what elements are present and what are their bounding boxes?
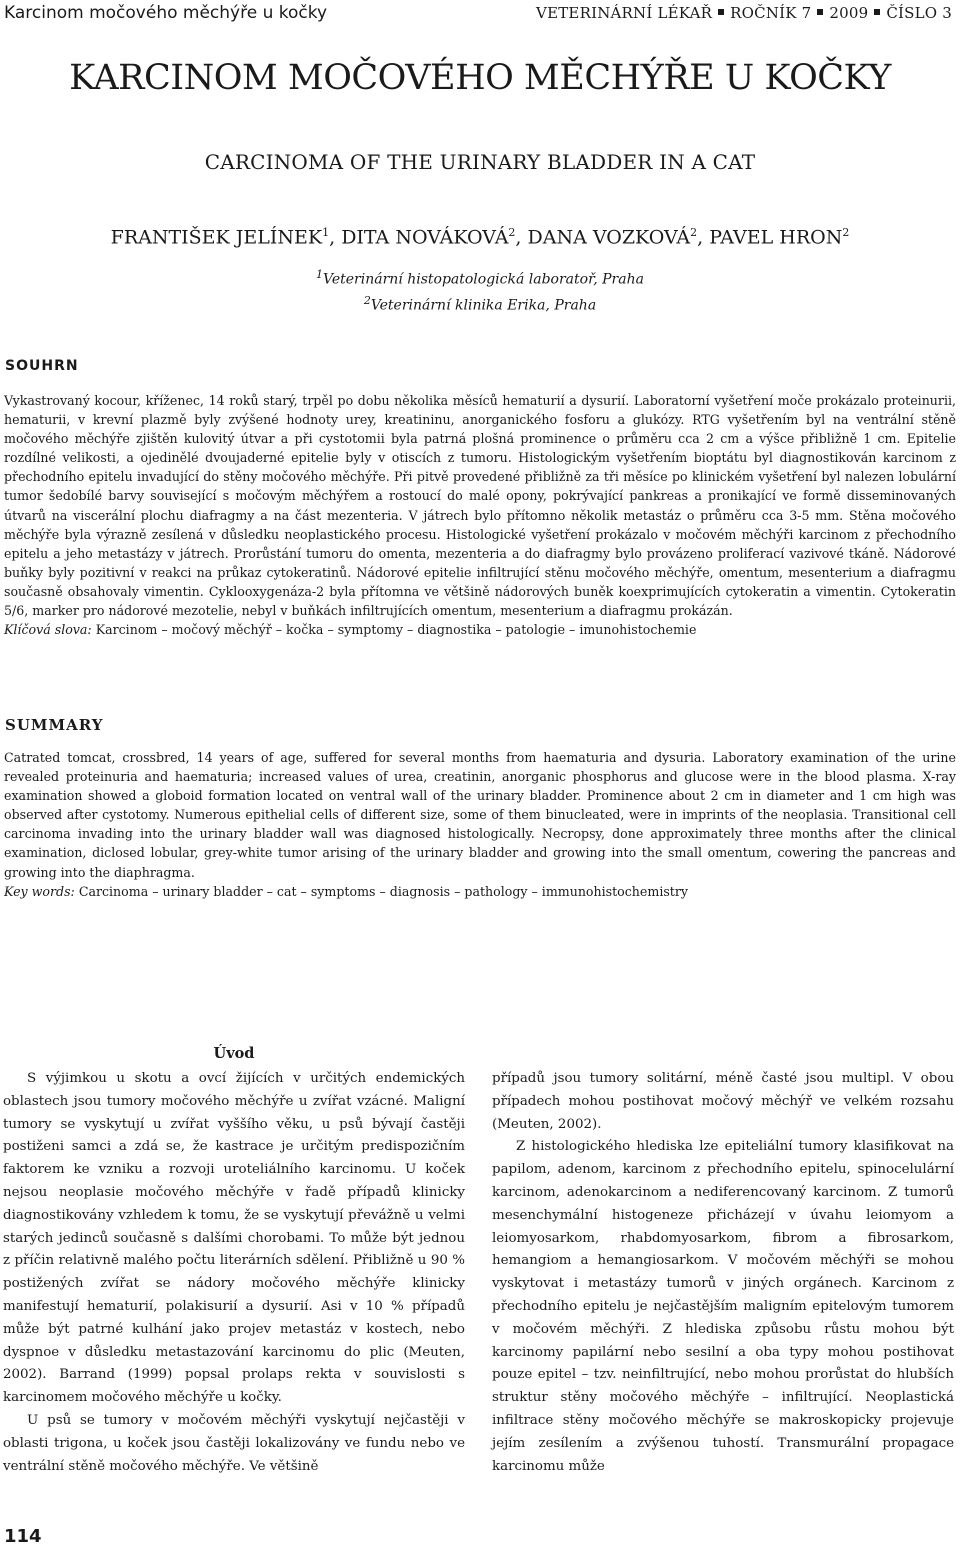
journal-year: 2009 bbox=[829, 4, 869, 22]
author-list: FRANTIŠEK JELÍNEK$^1$, DITA NOVÁKOVÁ$^2$, DANA VOZKOVÁ$^2$, PAVEL HRON$^2$ bbox=[110, 226, 850, 249]
journal-info bbox=[536, 4, 952, 22]
summary-keywords: Carcinoma – urinary bladder – cat – symptoms – diagnosis – pathology – immunohistochemistry bbox=[78, 883, 689, 899]
journal-name: VETERINÁRNÍ LÉKAŘ bbox=[536, 4, 713, 22]
author-name: DANA VOZKOVÁ bbox=[527, 226, 691, 249]
body-paragraph: Z histologického hlediska lze epiteliální tumory klasifikovat na papilom, adenom, karcinom z přechodního epitelu, spinocelulární karcinom, adenokarcinom a nediferencovaný karcinom. Z tumorů mesenchymální histogeneze přicházejí v úvahu leiomyom a leiomyosarkom, rhabdomyosarkom, fibrom a fibrosarkom, hemangiom a hemangiosarkom. V močovém měchýři se mohou vyskytovat i metastázy tumorů v jiných orgánech. Karcinom z přechodního epitelu je nejčastějším maligním epitelovým tumorem v močovém měchýři. Z hlediska způsobu růstu mohou být karcinomy papilární nebo sesilní a oba typy mohou postihovat pouze epitel – tzv. neinfiltrující, nebo mohou prorůstat do hlubších struktur stěny močového měchýře – infiltrující. Neoplastická infiltrace stěny močového měchýře se makroskopicky projevuje jejím zesílením a zvýšenou tuhostí. Transmurální propagace karcinomu může bbox=[492, 1139, 954, 1474]
body-paragraph: S výjimkou u skotu a ovcí žijících v určitých endemických oblastech jsou tumory močového měchýře u zvířat vzácné. Maligní tumory se vyskytují u zvířat vyššího věku, u psů bývají častěji postiženi samci a zdá se, že kastrace je určitým predispozičním faktorem ke vzniku a rozvoji uroteliálního karcinomu. U koček nejsou neoplasie močového měchýře v řadě případů klinicky diagnostikovány vzhledem k tomu, že se vyskytují převážně u velmi starých jedinců současně s dalšími chorobami. To může být jednou z příčin relativně malého počtu literárních sdělení. Přibližně u 90 % postižených zvířat se nádory močového měchýře klinicky manifestují hematurií, polakisurií a dysurií. Asi v 10 % případů může být patrné kulhání jako projev metastáz v kostech, nebo dyspnoe v důsledku metastazování karcinomu do plic (Meuten, 2002). Barrand (1999) popsal prolaps rekta v souvislosti s karcinomem močového měchýře u kočky. bbox=[3, 1071, 465, 1406]
body-column-left bbox=[3, 1042, 465, 1478]
section-title: Úvod bbox=[213, 1045, 255, 1062]
body-paragraph: U psů se tumory v močovém měchýři vyskytují nejčastěji v oblasti trigona, u koček jsou častěji lokalizovány ve fundu nebo ve ventrální stěně močového měchýře. Ve většině bbox=[3, 1412, 465, 1474]
souhrn-keywords-label: Klíčová slova: bbox=[4, 622, 92, 638]
author-sup: 2 bbox=[690, 226, 698, 239]
body-paragraph: případů jsou tumory solitární, méně časté jsou multipl. V obou případech mohou postihovat močový měchýř ve velkém rozsahu (Meuten, 2002). bbox=[492, 1071, 954, 1132]
author-sup: 2 bbox=[842, 226, 850, 239]
journal-issue: ČÍSLO 3 bbox=[886, 4, 952, 22]
affiliation-sup: 1 bbox=[316, 268, 324, 281]
author-name: FRANTIŠEK JELÍNEK bbox=[110, 226, 323, 249]
summary-body: Catrated tomcat, crossbred, 14 years of age, suffered for several months from haematuria and dysuria. Laboratory examination of the urine revealed proteinuria and haematuria; increased values of urea, creatinin, anorganic phosphorus and glucose were in the blood plasma. X-ray examination showed a globoid formation located on ventral wall of the urinary bladder. Prominence about 2 cm in diameter and 1 cm high was observed after cystotomy. Numerous epithelial cells of different size, some of them binucleated, were in imprints of the neoplasia. Transitional cell carcinoma invading into the urinary bladder wall was diagnosed histologically. Necropsy, done approximately three months after the clinical examination, diclosed lobular, grey-white tumor arising of the urinary bladder and growing into the small omentum, cowering the pancreas and growing into the diaphragma. bbox=[4, 750, 956, 880]
summary-heading: SUMMARY bbox=[5, 716, 104, 734]
page-number: 114 bbox=[4, 1526, 42, 1547]
author-name: DITA NOVÁKOVÁ bbox=[341, 226, 509, 249]
affiliation bbox=[0, 268, 960, 288]
affiliation-sup: 2 bbox=[363, 294, 371, 307]
author-name: PAVEL HRON bbox=[709, 226, 843, 249]
separator-square-icon bbox=[718, 9, 724, 15]
journal-volume: ROČNÍK 7 bbox=[730, 4, 812, 22]
souhrn-heading: SOUHRN bbox=[5, 358, 79, 374]
separator-square-icon bbox=[817, 9, 823, 15]
separator-square-icon bbox=[874, 9, 880, 15]
body-column-right bbox=[492, 1068, 954, 1478]
author-sup: 2 bbox=[508, 226, 516, 239]
affiliation-text: Veterinární histopatologická laboratoř, Praha bbox=[323, 271, 644, 288]
article-subtitle: CARCINOMA OF THE URINARY BLADDER IN A CAT bbox=[204, 150, 756, 174]
affiliation-text: Veterinární klinika Erika, Praha bbox=[370, 297, 597, 314]
souhrn-body: Vykastrovaný kocour, kříženec, 14 roků starý, trpěl po dobu několika měsíců hematurií a dysurií. Laboratorní vyšetření moče prokázalo proteinurii, hematurii, v krevní plazmě byly zvýšené hodnoty urey, kreatininu, anorganického fosforu a glukózy. RTG vyšetřením byl na ventrální stěně močového měchýře zjištěn kulovitý útvar a při cystotomii byla patrná plošná prominence o průměru cca 2 cm a výšce přibližně 1 cm. Epitelie rozdílné velikosti, a ojedinělé dvoujaderné epitelie byly v otiscích z tumoru. Histologickým vyšetřením bioptátu byl diagnostikován karcinom z přechodního epitelu invadující do stěny močového měchýře. Při pitvě provedené přibližně za tři měsíce po klinickém vyšetření byl nalezen lobulární tumor šedobílé barvy související s močovým měchýřem a rostoucí do malé opony, pokrývající pankreas a pronikající ve formě disseminovaných útvarů na viscerální plochu diafragmy a na část mezenteria. V játrech bylo přítomno několik metastáz o průměru cca 3-5 mm. Stěna močového měchýře byla výrazně zesílená v důsledku neoplastického procesu. Histologické vyšetření prokázalo v močovém měchýři karcinom z přechodního epitelu a jeho metastázy v játrech. Prorůstání tumoru do omenta, mezenteria a do diafragmy bylo provázeno proliferací vazivové tkáně. Nádorové buňky byly pozitivní v reakci na průkaz cytokeratinů. Nádorové epitelie infiltrující stěnu močového měchýře, omentum, mesenterium a diafragmu současně obsahovaly vimentin. Cyklooxygenáza-2 byla přítomna ve většině nádorových buněk koexprimujících cytokeratin a vimentin. Cytokeratin 5/6, marker pro nádorové mezotelie, nebyl v buňkách infiltrujících omentum, mesenterium a diafragmu prokázán. bbox=[4, 393, 956, 619]
article-title: KARCINOM MOČOVÉHO MĚCHÝŘE U KOČKY bbox=[69, 58, 891, 98]
affiliation bbox=[0, 294, 960, 314]
souhrn-text bbox=[4, 391, 956, 639]
running-title: Karcinom močového měchýře u kočky bbox=[4, 3, 328, 23]
souhrn-keywords: Karcinom – močový měchýř – kočka – symptomy – diagnostika – patologie – imunohistochemie bbox=[95, 622, 697, 638]
summary-text bbox=[4, 748, 956, 901]
author-sup: 1 bbox=[322, 226, 330, 239]
summary-keywords-label: Key words: bbox=[4, 883, 75, 899]
